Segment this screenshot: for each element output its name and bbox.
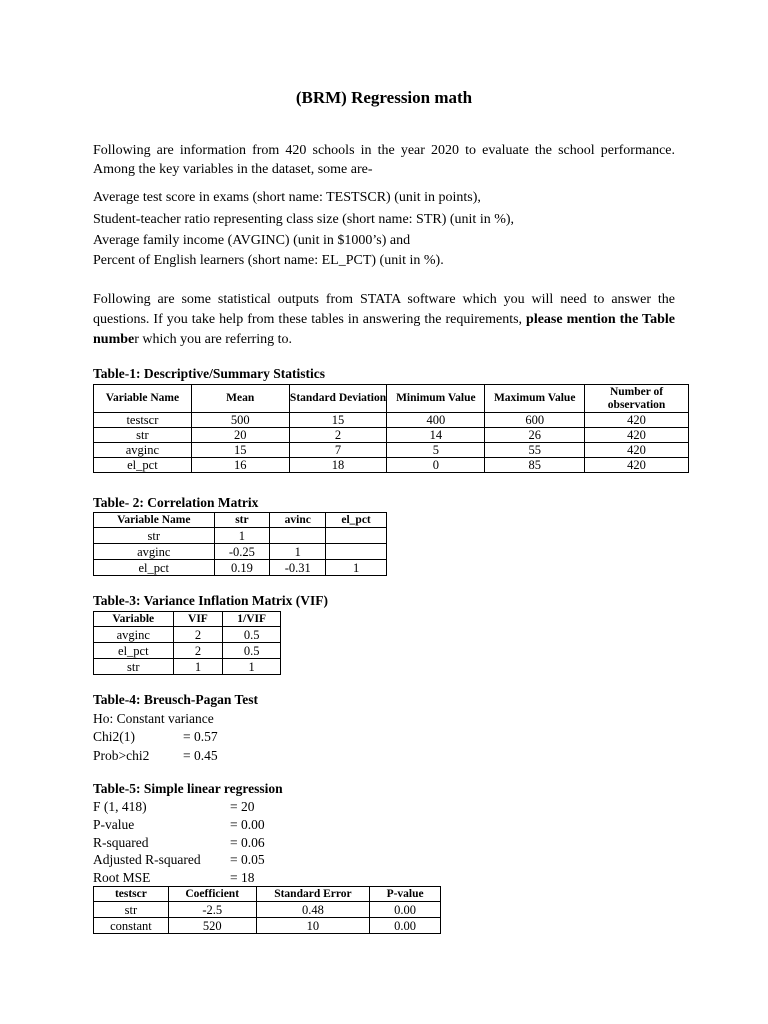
table-cell: 1	[173, 659, 223, 675]
table-cell	[326, 544, 387, 560]
table5-header-cell: Standard Error	[256, 887, 370, 902]
table-cell: avginc	[94, 627, 174, 643]
table-cell: avginc	[94, 544, 215, 560]
table-cell: 20	[191, 428, 289, 443]
table-cell: -0.31	[270, 560, 326, 576]
page-title: (BRM) Regression math	[295, 88, 473, 107]
table-cell: avginc	[94, 443, 192, 458]
table-cell: -2.5	[168, 902, 256, 918]
table-cell: 1	[270, 544, 326, 560]
table1-header-cell: Standard Deviation	[289, 385, 387, 413]
table2-header-row	[94, 513, 387, 528]
table-cell: 500	[191, 413, 289, 428]
instructions-text-2: r which you are referring to.	[134, 332, 293, 347]
table1-header-cell: Mean	[191, 385, 289, 413]
table5-header-cell: P-value	[370, 887, 441, 902]
table-row	[94, 902, 441, 918]
stat-label: R-squared	[93, 835, 149, 850]
table-cell: 14	[387, 428, 485, 443]
table2-heading: Table- 2: Correlation Matrix	[93, 495, 259, 510]
table-row	[94, 413, 689, 428]
table3-header-row	[94, 612, 281, 627]
table-cell: el_pct	[94, 458, 192, 473]
variable-line-1: Average test score in exams (short name: TESTSCR) (unit in points),	[93, 190, 481, 205]
table-row	[94, 443, 689, 458]
table5-stat-row	[93, 835, 265, 851]
table-cell: 400	[387, 413, 485, 428]
table5-stat-row	[93, 852, 265, 868]
stat-value: = 20	[230, 799, 255, 814]
table-cell: 0.00	[370, 902, 441, 918]
table-cell: 420	[585, 413, 689, 428]
stat-value: = 0.05	[230, 852, 265, 867]
table-cell: 0.00	[370, 918, 441, 934]
table-cell: 1	[214, 528, 270, 544]
table-cell: 0.5	[223, 643, 281, 659]
stat-label: Root MSE	[93, 870, 151, 885]
instructions-text-1: Following are some statistical outputs from STATA software which you will need to answer the questions. If you take help from these tables in answering the requirements,	[93, 292, 675, 327]
instructions-paragraph	[93, 290, 675, 350]
table1-header-row	[94, 385, 689, 413]
intro-paragraph: Following are information from 420 schools in the year 2020 to evaluate the school performance. Among the key variables in the dataset, some are-	[93, 143, 675, 177]
table5-heading: Table-5: Simple linear regression	[93, 781, 283, 796]
table-cell: 15	[289, 413, 387, 428]
table1-descriptive-stats	[93, 384, 689, 473]
stat-label: Chi2(1)	[93, 729, 135, 744]
table5-stat-row	[93, 799, 255, 815]
table-cell: 0.48	[256, 902, 370, 918]
table2-header-cell: avinc	[270, 513, 326, 528]
stat-value: = 18	[230, 870, 255, 885]
table3-heading: Table-3: Variance Inflation Matrix (VIF)	[93, 593, 328, 608]
table1-header-cell: Minimum Value	[387, 385, 485, 413]
variable-line-2: Student-teacher ratio representing class size (short name: STR) (unit in %),	[93, 212, 515, 227]
table-cell: 1	[326, 560, 387, 576]
table-cell: 18	[289, 458, 387, 473]
table-cell	[326, 528, 387, 544]
table2-header-cell: Variable Name	[94, 513, 215, 528]
table-cell: 0.19	[214, 560, 270, 576]
table5-regression-table	[93, 886, 441, 934]
table-cell: 16	[191, 458, 289, 473]
table3-vif-matrix	[93, 611, 281, 675]
table3-header-cell: Variable	[94, 612, 174, 627]
table-cell: 600	[485, 413, 585, 428]
table-cell: -0.25	[214, 544, 270, 560]
table5-header-cell: Coefficient	[168, 887, 256, 902]
table-cell: 0	[387, 458, 485, 473]
table-cell: 85	[485, 458, 585, 473]
table-cell: 5	[387, 443, 485, 458]
table1-header-cell: Number of observation	[585, 385, 689, 413]
table5-header-row	[94, 887, 441, 902]
table-cell: 420	[585, 443, 689, 458]
table4-hypothesis: Ho: Constant variance	[93, 711, 214, 726]
stat-label: F (1, 418)	[93, 799, 147, 814]
stat-value: = 0.00	[230, 817, 265, 832]
table-cell: constant	[94, 918, 169, 934]
table-cell	[270, 528, 326, 544]
table-cell: 420	[585, 458, 689, 473]
table-row	[94, 659, 281, 675]
table-cell: testscr	[94, 413, 192, 428]
table-cell: str	[94, 428, 192, 443]
table-cell: str	[94, 659, 174, 675]
stat-value: = 0.45	[183, 748, 218, 763]
variable-line-3: Average family income (AVGINC) (unit in $1000’s) and	[93, 233, 411, 248]
table-row	[94, 627, 281, 643]
table-cell: 520	[168, 918, 256, 934]
table-row	[94, 560, 387, 576]
table-cell: el_pct	[94, 643, 174, 659]
table-row	[94, 918, 441, 934]
table1-header-cell: Variable Name	[94, 385, 192, 413]
stat-value: = 0.06	[230, 835, 265, 850]
table3-header-cell: VIF	[173, 612, 223, 627]
table4-stat-row	[93, 748, 218, 764]
table1-heading: Table-1: Descriptive/Summary Statistics	[93, 366, 325, 381]
table-cell: 26	[485, 428, 585, 443]
table-cell: 10	[256, 918, 370, 934]
table-cell: el_pct	[94, 560, 215, 576]
table-row	[94, 458, 689, 473]
table2-header-cell: el_pct	[326, 513, 387, 528]
table-row	[94, 528, 387, 544]
table5-stat-row	[93, 817, 265, 833]
table-row	[94, 544, 387, 560]
stat-label: Prob>chi2	[93, 748, 150, 763]
table5-header-cell: testscr	[94, 887, 169, 902]
table4-stat-row	[93, 729, 218, 745]
table5-stat-row	[93, 870, 255, 886]
table-cell: 2	[173, 627, 223, 643]
table4-heading: Table-4: Breusch-Pagan Test	[93, 692, 259, 707]
table-cell: 15	[191, 443, 289, 458]
table-cell: 420	[585, 428, 689, 443]
table2-header-cell: str	[214, 513, 270, 528]
table-cell: 7	[289, 443, 387, 458]
table2-correlation-matrix	[93, 512, 387, 576]
table-cell: 1	[223, 659, 281, 675]
stat-label: P-value	[93, 817, 135, 832]
table-row	[94, 428, 689, 443]
table1-header-cell: Maximum Value	[485, 385, 585, 413]
table-cell: 0.5	[223, 627, 281, 643]
table-row	[94, 643, 281, 659]
table-cell: 2	[289, 428, 387, 443]
table-cell: 55	[485, 443, 585, 458]
table-cell: str	[94, 528, 215, 544]
table3-header-cell: 1/VIF	[223, 612, 281, 627]
stat-value: = 0.57	[183, 729, 218, 744]
variable-line-4: Percent of English learners (short name: EL_PCT) (unit in %).	[93, 253, 444, 268]
instructions-bold: please mention the Table numbe	[93, 312, 675, 347]
table-cell: str	[94, 902, 169, 918]
stat-label: Adjusted R-squared	[93, 852, 201, 867]
table-cell: 2	[173, 643, 223, 659]
